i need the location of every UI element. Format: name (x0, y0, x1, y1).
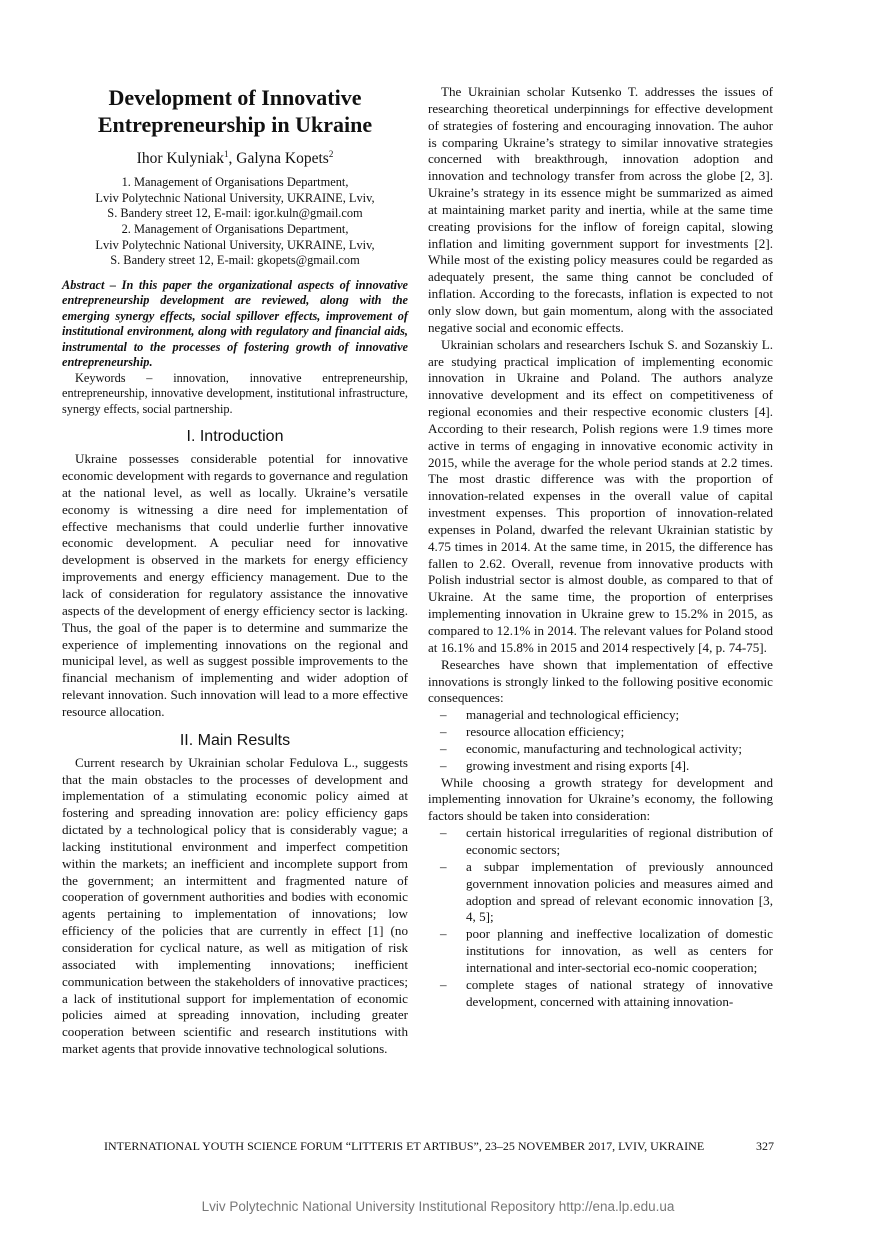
affiliations (62, 175, 408, 269)
dash-bullet: – (440, 858, 447, 874)
affiliation-line: S. Bandery street 12, E-mail: igor.kuln@gmail.com (107, 206, 363, 221)
section-heading-main-results: II. Main Results (179, 731, 291, 749)
dash-bullet: – (440, 825, 447, 841)
author-separator: , (228, 150, 237, 168)
author-1: Ihor Kulyniak (136, 150, 225, 168)
dash-bullet: – (440, 740, 447, 756)
list-item (440, 977, 773, 1011)
affiliation-line: Lviv Polytechnic National University, UKRAINE, Lviv, (95, 237, 375, 252)
dash-bullet: – (440, 926, 447, 942)
affiliation-line: 2. Management of Organisations Department, (121, 221, 349, 236)
introduction-paragraph: Ukraine possesses considerable potential for innovative economic development with regards to governance and regulation at the national level, as well as locally. Ukraine’s versatile economy is witnessing a dire need for implementation of effective mechanisms that could underlie further innovative economic development. A peculiar need for innovative development is observed in the markets for energy efficiency improvements and energy efficiency management. Due to the lack of consideration for regulatory assistance the innovative aspects of the development of energy efficiency sector is lacking. Thus, the goal of the paper is to determine and summarize the experience of implementing innovations on the regional and municipal level, as well as suggest possible improvements to the financial mechanism of implementing and wider adoption of relevant innovation. Such innovation will lead to a more effective resource allocation. (62, 451, 408, 719)
affiliation-line: Lviv Polytechnic National University, UKRAINE, Lviv, (95, 190, 375, 205)
list-item-text: managerial and technological efficiency; (466, 707, 680, 723)
author-line (62, 144, 408, 169)
dash-bullet: – (440, 976, 447, 992)
list-item (440, 926, 773, 977)
page-number: 327 (756, 1139, 774, 1153)
list-item (440, 859, 773, 926)
list-item (440, 741, 773, 758)
consequences-list (428, 707, 773, 774)
list-item (440, 707, 773, 724)
repository-watermark[interactable]: Lviv Polytechnic National University Institutional Repository http://ena.lp.edu.ua (201, 1199, 675, 1214)
dash-bullet: – (440, 724, 447, 740)
right-column (428, 84, 773, 1010)
footer-conference-text: INTERNATIONAL YOUTH SCIENCE FORUM “LITTERIS ET ARTIBUS”, 23–25 NOVEMBER 2017, LVIV, UKRAINE (104, 1139, 705, 1153)
list-item (440, 724, 773, 741)
abstract (62, 278, 408, 371)
list-item (440, 758, 773, 775)
page-footer (104, 1138, 774, 1154)
list-item-text: resource allocation efficiency; (466, 724, 625, 740)
author-2-affil-mark: 2 (328, 149, 334, 159)
body-paragraph: Ukrainian scholars and researchers Ischuk S. and Sozanskiy L. are studying practical implication of implementing economic innovation in Ukraine and Poland. The authors analyze innovative development and its effect on competitiveness of regional economies and their respective economic clusters [4]. According to their research, Polish regions were 1.9 times more active in terms of engaging in innovative economic activity in 2015, while the average for the whole period stands at 2.2 times. The most drastic difference was with the proportion of innovation-related expenses in the overall value of capital investment expenses. This proportion of innovation-related expenses in Poland, dwarfed the relevant Ukrainian statistic by 4.75 times in 2014. At the same time, in 2015, the difference has fallen to 2.62. Overall, revenue from innovative products with Polish industrial sector is almost double, as compared to that of Ukraine. At the same time, the proportion of enterprises implementing innovation in Ukraine grew to 15.2% in 2015, as compared to 12.1% in 2014. The relevant values for Poland stood at 16.1% and 15.8% in 2015 and 2014 respectively [4, p. 74-75]. (428, 336, 773, 655)
affiliation-line: 1. Management of Organisations Department, (121, 175, 349, 190)
section-heading-introduction: I. Introduction (186, 428, 284, 446)
abstract-text: In this paper the organizational aspects of innovative entrepreneurship development are reviewed, along with the emerging synergy effects, social spillover effects, improvement of institutional environment, along with regulatory and financial aids, instrumental to the processes of fostering growth of innovative entrepreneurship. (62, 277, 408, 370)
list-item (440, 825, 773, 859)
body-paragraph: While choosing a growth strategy for development and implementing innovation for Ukraine’s economy, the following factors should be taken into consideration: (428, 774, 773, 824)
list-item-text: complete stages of national strategy of innovative development, concerned with attaining innovation- (466, 976, 773, 1009)
list-item-text: poor planning and ineffective localization of domestic institutions for innovation, as well as centers for international and inter-sectorial eco-nomic cooperation; (466, 926, 773, 975)
paper-title: Development of Innovative Entrepreneurship in Ukraine (97, 85, 373, 137)
list-item-text: a subpar implementation of previously announced government innovation policies and measures aimed and adoption and spread of relevant economic innovation [3, 4, 5]; (466, 858, 773, 925)
list-item-text: economic, manufacturing and technological activity; (466, 740, 742, 756)
affiliation-line: S. Bandery street 12, E-mail: gkopets@gmail.com (110, 253, 360, 268)
dash-bullet: – (440, 707, 447, 723)
author-2: Galyna Kopets (236, 150, 329, 168)
factors-list (428, 825, 773, 1010)
body-paragraph: The Ukrainian scholar Kutsenko T. addresses the issues of researching theoretical underpinnings for effective development of strategies of fostering and encouraging innovation. The auhor is comparing Ukraine’s strategy to similar innovative strategies concerned with breakthrough, innovation adoption and innovation and technology transfer from across the globe [2, 3]. Ukraine’s strategy in its essence might be summarized as aimed at maintaining market parity and inertia, while at the same time creating provisions for the inflow of foreign capital, slowing inflation and limiting government support for investments [2]. While most of the existing policy measures could be regarded as adequately present, the same thing cannot be concluded of inflation. According to the forecasts, inflation is expected to not only slow down, but gain momentum, along with the associated negative social and economic effects. (428, 84, 773, 335)
author-1-affil-mark: 1 (224, 149, 229, 159)
dash-bullet: – (440, 757, 447, 773)
keywords: Keywords – innovation, innovative entrepreneurship, entrepreneurship, innovative development, institutional infrastructure, synergy effects, social partnership. (62, 370, 408, 416)
body-paragraph: Researches have shown that implementation of effective innovations is strongly linked to the following positive economic consequences: (428, 656, 773, 706)
left-column (62, 84, 408, 1058)
list-item-text: certain historical irregularities of regional distribution of economic sectors; (466, 825, 773, 857)
list-item-text: growing investment and rising exports [4]. (466, 757, 690, 773)
main-results-paragraph: Current research by Ukrainian scholar Fedulova L., suggests that the main obstacles to the processes of development and implementation of a stimulating economic policy aimed at fostering and spreading innovation are: policy efficiency gaps dictated by a technological policy that is considerably vague; a lacking institutional environment and imperfect competition within the markets; an inefficient and incomplete support from the government; an intermittent and fragmented nature of cooperation of government authorities and bodies with economic agents pertaining to implementation of innovations; low efficiency of the policies that are currently in effect [1] (no consideration for cyclical nature, as well as mitigation of risk associated with implementing innovations; inefficient communication between the stakeholders of innovative practices; a lack of institutional support for implementation of economic policies aimed at spreading innovation, including greater cooperation between scientific and research institutions with market agents that provide innovative technological solutions. (62, 754, 408, 1057)
abstract-lead: Abstract – (62, 277, 122, 292)
